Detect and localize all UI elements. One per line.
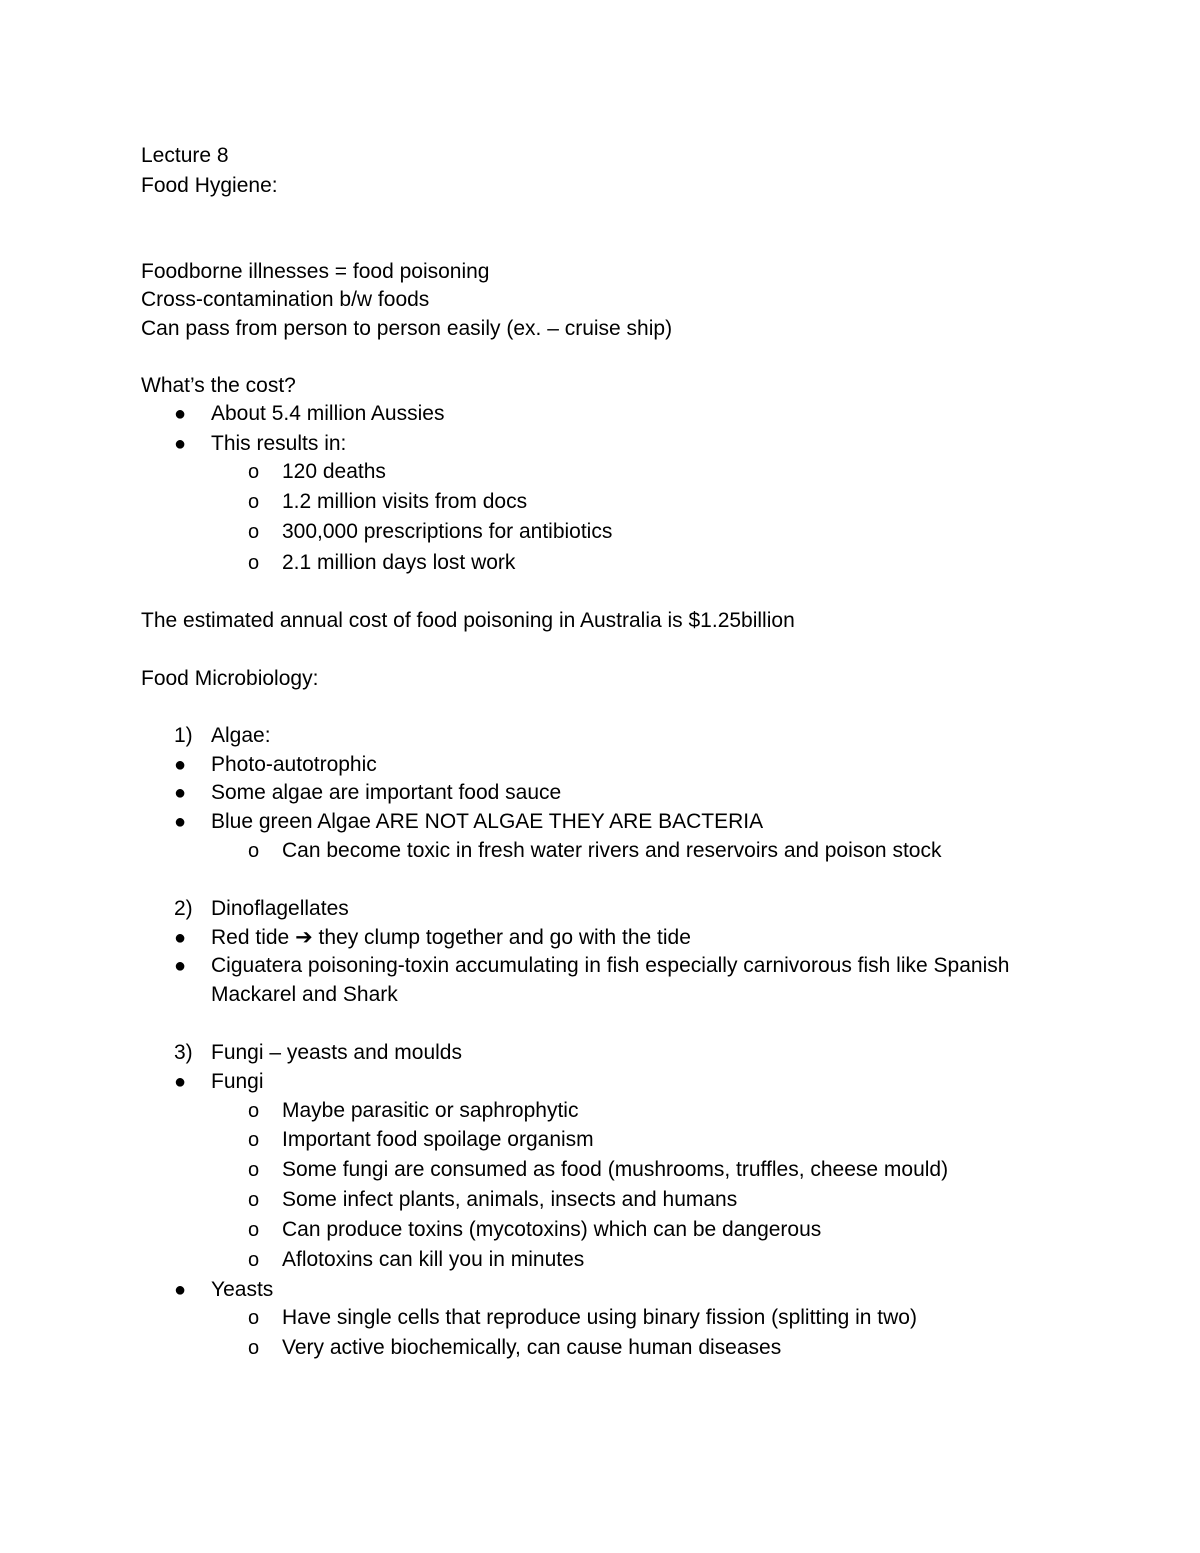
algae-heading: Algae:: [211, 724, 271, 747]
circle-bullet-icon: o: [248, 1100, 260, 1122]
circle-bullet-icon: o: [248, 521, 260, 543]
list-number: 3): [174, 1041, 193, 1064]
intro-line: Cross-contamination b/w foods: [141, 288, 430, 311]
list-item: Have single cells that reproduce using binary fission (splitting in two): [282, 1306, 917, 1329]
cost-summary: The estimated annual cost of food poisoning in Australia is $1.25billion: [141, 609, 795, 632]
list-item: Fungi: [211, 1070, 264, 1093]
list-item: [211, 924, 691, 952]
list-item: Can produce toxins (mycotoxins) which can be dangerous: [282, 1218, 822, 1241]
list-item: 1.2 million visits from docs: [282, 490, 528, 513]
circle-bullet-icon: o: [248, 1159, 260, 1181]
list-item: 2.1 million days lost work: [282, 551, 516, 574]
list-number: 1): [174, 724, 193, 747]
dinoflagellates-heading: Dinoflagellates: [211, 897, 349, 920]
list-item: Can become toxic in fresh water rivers and reservoirs and poison stock: [282, 839, 942, 862]
circle-bullet-icon: o: [248, 461, 260, 483]
intro-line: Can pass from person to person easily (ex. – cruise ship): [141, 317, 673, 340]
list-item: Yeasts: [211, 1278, 274, 1301]
list-item: Maybe parasitic or saphrophytic: [282, 1099, 579, 1122]
lecture-title: Lecture 8: [141, 144, 229, 167]
arrow-right-icon: ➔: [295, 926, 313, 949]
fungi-heading: Fungi – yeasts and moulds: [211, 1041, 462, 1064]
bullet-icon: ●: [174, 927, 187, 949]
list-item: Ciguatera poisoning-toxin accumulating in fish especially carnivorous fish like Spanish: [211, 954, 1010, 977]
bullet-icon: ●: [174, 782, 187, 804]
circle-bullet-icon: o: [248, 840, 260, 862]
red-tide-label: Red tide: [211, 926, 290, 949]
circle-bullet-icon: o: [248, 1307, 260, 1329]
list-item: Photo-autotrophic: [211, 753, 377, 776]
list-number: 2): [174, 897, 193, 920]
cost-heading: What’s the cost?: [141, 374, 296, 397]
circle-bullet-icon: o: [248, 1219, 260, 1241]
bullet-icon: ●: [174, 955, 187, 977]
list-item: Very active biochemically, can cause human diseases: [282, 1336, 782, 1359]
list-item: Important food spoilage organism: [282, 1128, 594, 1151]
section-title: Food Hygiene:: [141, 174, 278, 197]
bullet-icon: ●: [174, 1279, 187, 1301]
bullet-icon: ●: [174, 811, 187, 833]
circle-bullet-icon: o: [248, 1189, 260, 1211]
list-item: Blue green Algae ARE NOT ALGAE THEY ARE BACTERIA: [211, 810, 764, 833]
circle-bullet-icon: o: [248, 1337, 260, 1359]
bullet-icon: ●: [174, 403, 187, 425]
list-item: This results in:: [211, 432, 347, 455]
red-tide-description: they clump together and go with the tide: [318, 926, 691, 949]
list-item: About 5.4 million Aussies: [211, 402, 445, 425]
circle-bullet-icon: o: [248, 1249, 260, 1271]
list-item: Some algae are important food sauce: [211, 781, 562, 804]
list-item: Some fungi are consumed as food (mushrooms, truffles, cheese mould): [282, 1158, 949, 1181]
list-item: Aflotoxins can kill you in minutes: [282, 1248, 585, 1271]
bullet-icon: ●: [174, 754, 187, 776]
intro-line: Foodborne illnesses = food poisoning: [141, 260, 490, 283]
list-item: 300,000 prescriptions for antibiotics: [282, 520, 613, 543]
circle-bullet-icon: o: [248, 1129, 260, 1151]
list-item: Some infect plants, animals, insects and humans: [282, 1188, 738, 1211]
bullet-icon: ●: [174, 433, 187, 455]
circle-bullet-icon: o: [248, 491, 260, 513]
list-item: 120 deaths: [282, 460, 386, 483]
circle-bullet-icon: o: [248, 552, 260, 574]
bullet-icon: ●: [174, 1071, 187, 1093]
list-item-continuation: Mackarel and Shark: [211, 983, 398, 1006]
microbiology-heading: Food Microbiology:: [141, 667, 319, 690]
